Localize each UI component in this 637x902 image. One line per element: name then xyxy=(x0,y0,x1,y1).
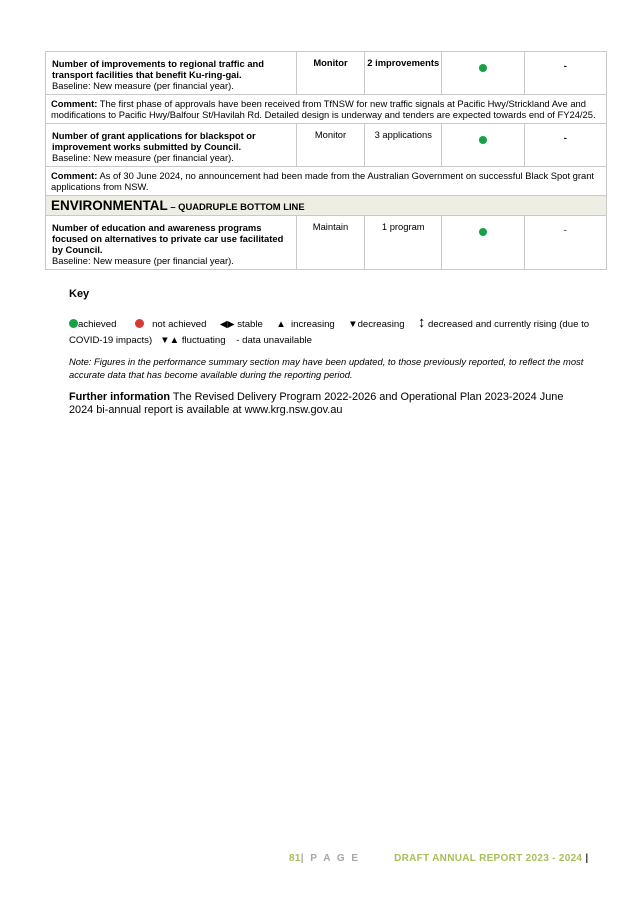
increasing-icon: ▲ xyxy=(276,319,286,330)
key-achieved: achieved xyxy=(78,319,117,330)
comment-label: Comment: xyxy=(51,98,98,109)
status-cell xyxy=(442,52,524,95)
measure-type: Monitor xyxy=(296,52,364,95)
key-title: Key xyxy=(69,288,90,300)
trend-cell: - xyxy=(524,52,606,95)
key-not-achieved: not achieved xyxy=(152,319,207,330)
comment-label: Comment: xyxy=(51,170,98,181)
achieved-status-icon xyxy=(479,228,487,236)
measure-result: 1 program xyxy=(365,216,442,270)
achieved-status-icon xyxy=(479,64,487,72)
comment-row xyxy=(46,95,607,124)
measure-title: Number of improvements to regional traffic and transport facilities that benefit Ku-ring-gai. xyxy=(52,58,265,80)
further-information xyxy=(69,391,589,417)
page-footer xyxy=(289,853,589,864)
table-row xyxy=(46,124,607,167)
comment-text: As of 30 June 2024, no announcement had been made from the Australian Government on successful Black Spot grant applications from NSW. xyxy=(51,170,595,192)
further-text: The Revised Delivery Program 2022-2026 and Operational Plan 2023-2024 June 2024 bi-annual report is available at www.krg.nsw.gov.au xyxy=(69,391,564,416)
unavailable-icon: - xyxy=(236,335,240,346)
page-number: 81 xyxy=(289,853,301,864)
key-increasing: increasing xyxy=(291,319,335,330)
section-header xyxy=(46,196,607,216)
further-label: Further information xyxy=(69,391,171,403)
measure-title: Number of education and awareness programs focused on alternatives to private car use facilitated by Council. xyxy=(52,222,284,255)
comment-cell xyxy=(46,95,607,124)
section-title: ENVIRONMENTAL xyxy=(51,198,168,213)
note-text: Note: Figures in the performance summary section may have been updated, to those previously reported, to reflect the most accurate data that has become available during the reporting period. xyxy=(69,356,584,380)
comment-cell xyxy=(46,167,607,196)
measure-cell xyxy=(46,52,297,95)
measure-type: Maintain xyxy=(296,216,364,270)
measure-result: 2 improvements xyxy=(365,52,442,95)
measure-baseline: Baseline: New measure (per financial year). xyxy=(52,255,234,266)
trend-cell: - xyxy=(524,124,606,167)
table-row xyxy=(46,216,607,270)
measure-title: Number of grant applications for blackspot or improvement works submitted by Council. xyxy=(52,130,256,152)
key-fluctuating: fluctuating xyxy=(181,335,226,346)
footer-bar: | xyxy=(585,853,589,864)
measure-cell xyxy=(46,216,297,270)
key-stable: stable xyxy=(237,319,263,330)
achieved-icon xyxy=(69,319,78,328)
measure-baseline: Baseline: New measure (per financial year). xyxy=(52,80,234,91)
section-subtitle: – QUADRUPLE BOTTOM LINE xyxy=(170,201,305,212)
measure-cell xyxy=(46,124,297,167)
key-unavailable: data unavailable xyxy=(242,335,313,346)
comment-text: The first phase of approvals have been received from TfNSW for new traffic signals at Pacific Hwy/Strickland Ave and modifications to Pacific Hwy/Balfour St/Havilah Rd. Detailed design is underway and tenders are expected towards end of FY24/25. xyxy=(51,98,596,120)
performance-table xyxy=(45,51,607,270)
fluctuating-icon: ▼▲ xyxy=(160,335,180,346)
status-cell xyxy=(442,216,524,270)
section-header-row xyxy=(46,196,607,216)
measure-type: Monitor xyxy=(296,124,364,167)
trend-cell: - xyxy=(524,216,606,270)
report-title: DRAFT ANNUAL REPORT 2023 - 2024 xyxy=(394,853,583,864)
key-decreasing: decreasing xyxy=(357,319,405,330)
status-cell xyxy=(442,124,524,167)
decreasing-icon: ▼ xyxy=(348,319,358,330)
achieved-status-icon xyxy=(479,136,487,144)
rising-icon: ↕ xyxy=(417,314,426,331)
key-legend xyxy=(69,315,599,349)
not-achieved-icon xyxy=(135,319,144,328)
page-label: | P A G E xyxy=(300,853,361,864)
table-row xyxy=(46,52,607,95)
comment-row xyxy=(46,167,607,196)
measure-result: 3 applications xyxy=(365,124,442,167)
measure-baseline: Baseline: New measure (per financial year). xyxy=(52,152,234,163)
key-rising: decreased and currently rising (due to COVID-19 impacts) xyxy=(69,319,590,346)
stable-icon: ◀▶ xyxy=(219,319,235,330)
